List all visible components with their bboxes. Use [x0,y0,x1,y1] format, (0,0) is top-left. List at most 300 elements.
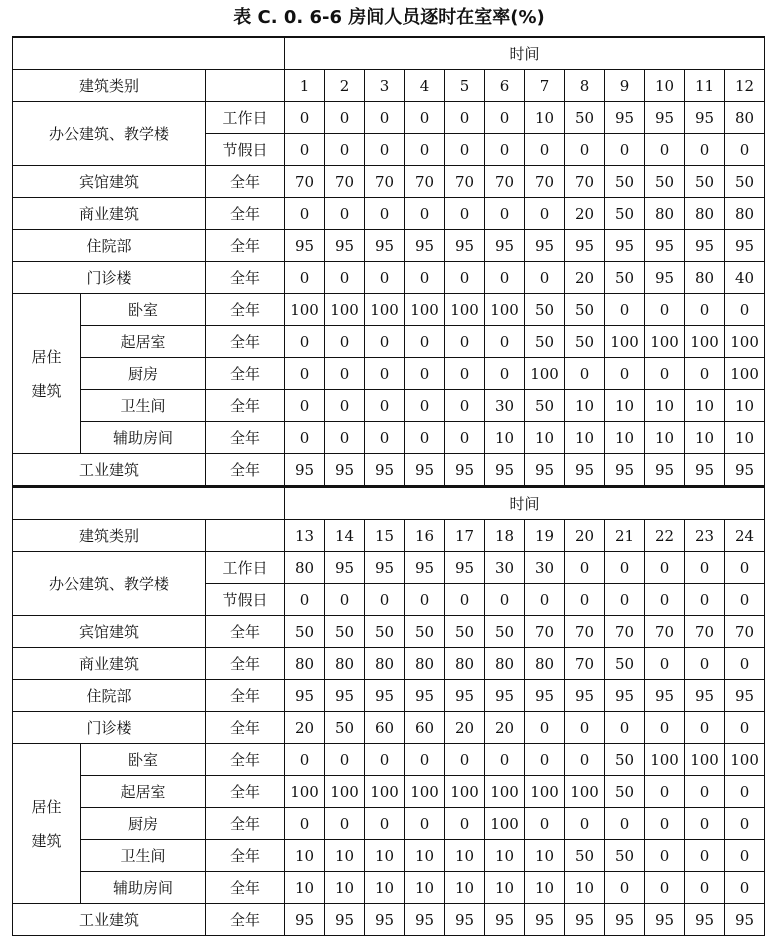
period-label: 全年 [206,166,285,198]
value-cell: 80 [445,648,485,680]
value-cell: 50 [565,294,605,326]
value-cell: 80 [645,198,685,230]
value-cell: 0 [645,776,685,808]
value-cell: 0 [605,358,645,390]
value-cell: 0 [645,584,685,616]
value-cell: 95 [645,680,685,712]
value-cell: 0 [325,326,365,358]
value-cell: 0 [405,584,445,616]
residential-label-line1: 居住 [31,347,62,366]
value-cell: 100 [725,326,765,358]
value-cell: 50 [565,326,605,358]
value-cell: 0 [445,422,485,454]
value-cell: 95 [365,454,405,487]
group-label: 宾馆建筑 [13,166,206,198]
value-cell: 50 [325,712,365,744]
value-cell: 95 [645,230,685,262]
value-cell: 0 [605,294,645,326]
value-cell: 0 [725,294,765,326]
category-header: 建筑类别 [13,520,206,552]
value-cell: 80 [485,648,525,680]
group-label: 商业建筑 [13,648,206,680]
table-row [13,712,765,744]
value-cell: 100 [645,744,685,776]
occupancy-table [12,36,765,936]
value-cell: 0 [645,840,685,872]
value-cell: 100 [725,358,765,390]
value-cell: 95 [565,904,605,936]
value-cell: 10 [405,872,445,904]
period-label: 全年 [206,616,285,648]
room-label: 厨房 [81,808,206,840]
residential-label-line2: 建筑 [31,381,62,400]
value-cell: 30 [525,552,565,584]
value-cell: 0 [525,262,565,294]
value-cell: 100 [405,294,445,326]
value-cell: 95 [525,904,565,936]
value-cell: 0 [365,744,405,776]
value-cell: 30 [485,390,525,422]
value-cell: 10 [485,422,525,454]
value-cell: 50 [325,616,365,648]
room-label: 卧室 [81,294,206,326]
room-label: 辅助房间 [81,872,206,904]
hour-cell: 9 [605,70,645,102]
period-label: 工作日 [206,552,285,584]
value-cell: 80 [685,262,725,294]
value-cell: 0 [645,552,685,584]
value-cell: 0 [285,390,325,422]
value-cell: 0 [325,134,365,166]
value-cell: 60 [365,712,405,744]
value-cell: 95 [325,552,365,584]
header-blank-cell [13,487,285,520]
value-cell: 95 [485,230,525,262]
value-cell: 100 [325,294,365,326]
table-row [13,198,765,230]
table-row [13,616,765,648]
value-cell: 80 [285,648,325,680]
group-label: 住院部 [13,680,206,712]
value-cell: 95 [365,230,405,262]
value-cell: 0 [405,134,445,166]
value-cell: 0 [405,422,445,454]
hour-cell: 1 [285,70,325,102]
value-cell: 95 [725,680,765,712]
table-row [13,422,765,454]
value-cell: 100 [725,744,765,776]
value-cell: 95 [685,230,725,262]
value-cell: 0 [605,584,645,616]
period-label: 全年 [206,872,285,904]
period-label: 全年 [206,262,285,294]
table-row [13,744,765,776]
value-cell: 0 [525,712,565,744]
value-cell: 0 [645,134,685,166]
value-cell: 0 [725,808,765,840]
value-cell: 50 [605,166,645,198]
value-cell: 10 [365,840,405,872]
hour-cell: 10 [645,70,685,102]
value-cell: 10 [525,872,565,904]
value-cell: 80 [685,198,725,230]
residential-label-line1: 居住 [31,797,62,816]
value-cell: 0 [645,648,685,680]
group-label: 商业建筑 [13,198,206,230]
table-row [13,262,765,294]
value-cell: 95 [285,680,325,712]
hours-row [13,70,765,102]
table-row [13,454,765,487]
hour-cell: 22 [645,520,685,552]
value-cell: 50 [605,198,645,230]
value-cell: 0 [685,134,725,166]
value-cell: 95 [565,230,605,262]
value-cell: 20 [285,712,325,744]
value-cell: 0 [605,712,645,744]
value-cell: 10 [525,102,565,134]
value-cell: 95 [365,904,405,936]
value-cell: 70 [325,166,365,198]
header-blank-cell [13,37,285,70]
value-cell: 0 [485,584,525,616]
group-label: 住院部 [13,230,206,262]
value-cell: 95 [485,904,525,936]
value-cell: 0 [525,808,565,840]
value-cell: 95 [565,454,605,487]
value-cell: 70 [565,648,605,680]
period-label: 全年 [206,744,285,776]
group-label: 工业建筑 [13,454,206,487]
value-cell: 50 [605,744,645,776]
value-cell: 10 [565,390,605,422]
room-label: 卫生间 [81,390,206,422]
value-cell: 50 [685,166,725,198]
value-cell: 0 [325,262,365,294]
value-cell: 0 [485,326,525,358]
table-row [13,166,765,198]
time-header-row [13,487,765,520]
room-label: 卫生间 [81,840,206,872]
period-label: 全年 [206,808,285,840]
value-cell: 0 [285,134,325,166]
value-cell: 0 [285,358,325,390]
hour-cell: 21 [605,520,645,552]
value-cell: 0 [325,390,365,422]
value-cell: 100 [445,776,485,808]
value-cell: 95 [445,552,485,584]
value-cell: 80 [365,648,405,680]
value-cell: 10 [445,872,485,904]
period-label: 节假日 [206,134,285,166]
hour-cell: 11 [685,70,725,102]
value-cell: 70 [605,616,645,648]
value-cell: 100 [605,326,645,358]
value-cell: 0 [485,262,525,294]
value-cell: 0 [685,712,725,744]
value-cell: 0 [605,872,645,904]
hour-cell: 23 [685,520,725,552]
value-cell: 100 [685,744,725,776]
room-label: 卧室 [81,744,206,776]
value-cell: 10 [525,840,565,872]
table-row [13,294,765,326]
value-cell: 0 [445,744,485,776]
value-cell: 0 [445,326,485,358]
value-cell: 0 [565,744,605,776]
value-cell: 50 [605,648,645,680]
value-cell: 0 [485,358,525,390]
period-label: 全年 [206,648,285,680]
value-cell: 95 [685,904,725,936]
room-label: 起居室 [81,326,206,358]
period-label: 全年 [206,840,285,872]
value-cell: 70 [285,166,325,198]
value-cell: 100 [685,326,725,358]
value-cell: 10 [285,872,325,904]
value-cell: 0 [325,744,365,776]
value-cell: 95 [685,454,725,487]
value-cell: 10 [325,840,365,872]
value-cell: 0 [365,358,405,390]
value-cell: 70 [525,166,565,198]
hour-cell: 4 [405,70,445,102]
value-cell: 20 [565,198,605,230]
value-cell: 0 [285,808,325,840]
value-cell: 0 [685,294,725,326]
value-cell: 50 [405,616,445,648]
value-cell: 0 [605,808,645,840]
value-cell: 0 [365,584,405,616]
value-cell: 10 [325,872,365,904]
value-cell: 70 [725,616,765,648]
value-cell: 0 [645,872,685,904]
period-label: 全年 [206,776,285,808]
period-header-blank [206,70,285,102]
value-cell: 10 [525,422,565,454]
value-cell: 0 [445,584,485,616]
hour-cell: 17 [445,520,485,552]
value-cell: 50 [565,840,605,872]
value-cell: 50 [525,390,565,422]
value-cell: 0 [725,776,765,808]
value-cell: 95 [605,454,645,487]
value-cell: 50 [525,326,565,358]
period-label: 全年 [206,230,285,262]
value-cell: 80 [725,102,765,134]
value-cell: 95 [645,904,685,936]
value-cell: 50 [285,616,325,648]
table-row [13,390,765,422]
value-cell: 60 [405,712,445,744]
value-cell: 50 [525,294,565,326]
value-cell: 95 [405,904,445,936]
value-cell: 0 [405,326,445,358]
value-cell: 0 [445,808,485,840]
hour-cell: 20 [565,520,605,552]
value-cell: 50 [365,616,405,648]
value-cell: 0 [485,134,525,166]
value-cell: 100 [525,776,565,808]
value-cell: 0 [485,744,525,776]
period-label: 全年 [206,198,285,230]
value-cell: 100 [565,776,605,808]
value-cell: 10 [565,872,605,904]
value-cell: 0 [365,326,405,358]
value-cell: 0 [685,358,725,390]
value-cell: 0 [685,648,725,680]
value-cell: 0 [725,584,765,616]
value-cell: 20 [485,712,525,744]
value-cell: 95 [605,904,645,936]
time-header: 时间 [285,487,765,520]
table-row [13,680,765,712]
value-cell: 95 [485,454,525,487]
value-cell: 0 [325,584,365,616]
value-cell: 0 [565,134,605,166]
group-label: 宾馆建筑 [13,616,206,648]
value-cell: 100 [485,294,525,326]
value-cell: 10 [685,422,725,454]
value-cell: 80 [725,198,765,230]
period-label: 全年 [206,904,285,936]
value-cell: 100 [445,294,485,326]
category-header: 建筑类别 [13,70,206,102]
value-cell: 100 [285,294,325,326]
value-cell: 100 [285,776,325,808]
value-cell: 50 [605,262,645,294]
hour-cell: 2 [325,70,365,102]
value-cell: 10 [285,840,325,872]
value-cell: 0 [725,648,765,680]
residential-label-line2: 建筑 [31,831,62,850]
value-cell: 0 [565,552,605,584]
value-cell: 70 [445,166,485,198]
table-row [13,872,765,904]
value-cell: 95 [685,102,725,134]
value-cell: 0 [325,358,365,390]
value-cell: 10 [485,840,525,872]
value-cell: 95 [605,102,645,134]
hour-cell: 12 [725,70,765,102]
value-cell: 0 [405,744,445,776]
value-cell: 95 [325,680,365,712]
value-cell: 0 [325,198,365,230]
value-cell: 95 [525,230,565,262]
value-cell: 10 [605,390,645,422]
value-cell: 95 [285,904,325,936]
table-row [13,326,765,358]
period-label: 工作日 [206,102,285,134]
period-label: 全年 [206,390,285,422]
value-cell: 95 [725,230,765,262]
value-cell: 95 [605,230,645,262]
hour-cell: 3 [365,70,405,102]
period-label: 全年 [206,454,285,487]
period-label: 全年 [206,680,285,712]
value-cell: 50 [485,616,525,648]
hour-cell: 7 [525,70,565,102]
value-cell: 70 [525,616,565,648]
value-cell: 0 [405,102,445,134]
value-cell: 95 [405,680,445,712]
value-cell: 0 [525,584,565,616]
value-cell: 0 [685,808,725,840]
group-label-office: 办公建筑、教学楼 [13,552,206,616]
value-cell: 70 [645,616,685,648]
value-cell: 0 [645,808,685,840]
hour-cell: 14 [325,520,365,552]
value-cell: 80 [525,648,565,680]
value-cell: 10 [405,840,445,872]
value-cell: 95 [645,454,685,487]
value-cell: 0 [725,134,765,166]
value-cell: 10 [685,390,725,422]
value-cell: 95 [565,680,605,712]
value-cell: 10 [365,872,405,904]
value-cell: 100 [525,358,565,390]
value-cell: 0 [445,198,485,230]
room-label: 辅助房间 [81,422,206,454]
value-cell: 10 [725,390,765,422]
value-cell: 50 [605,776,645,808]
value-cell: 95 [725,904,765,936]
table-row [13,230,765,262]
value-cell: 0 [285,262,325,294]
value-cell: 0 [405,808,445,840]
value-cell: 0 [725,840,765,872]
value-cell: 0 [445,262,485,294]
value-cell: 80 [325,648,365,680]
period-label: 全年 [206,326,285,358]
value-cell: 0 [285,744,325,776]
value-cell: 0 [525,744,565,776]
value-cell: 10 [645,390,685,422]
value-cell: 70 [565,616,605,648]
value-cell: 0 [485,102,525,134]
value-cell: 100 [365,776,405,808]
value-cell: 95 [365,552,405,584]
group-label: 门诊楼 [13,262,206,294]
value-cell: 10 [645,422,685,454]
value-cell: 0 [405,198,445,230]
value-cell: 10 [485,872,525,904]
hour-cell: 19 [525,520,565,552]
value-cell: 95 [685,680,725,712]
value-cell: 80 [405,648,445,680]
value-cell: 70 [365,166,405,198]
value-cell: 95 [525,454,565,487]
value-cell: 0 [725,872,765,904]
value-cell: 50 [605,840,645,872]
value-cell: 0 [325,422,365,454]
value-cell: 0 [365,262,405,294]
value-cell: 20 [565,262,605,294]
value-cell: 0 [325,808,365,840]
value-cell: 0 [685,552,725,584]
value-cell: 50 [445,616,485,648]
group-label: 工业建筑 [13,904,206,936]
value-cell: 0 [685,840,725,872]
value-cell: 10 [725,422,765,454]
value-cell: 0 [645,358,685,390]
value-cell: 0 [685,872,725,904]
value-cell: 95 [445,454,485,487]
hour-cell: 24 [725,520,765,552]
value-cell: 0 [365,102,405,134]
period-label: 全年 [206,294,285,326]
period-label: 全年 [206,422,285,454]
